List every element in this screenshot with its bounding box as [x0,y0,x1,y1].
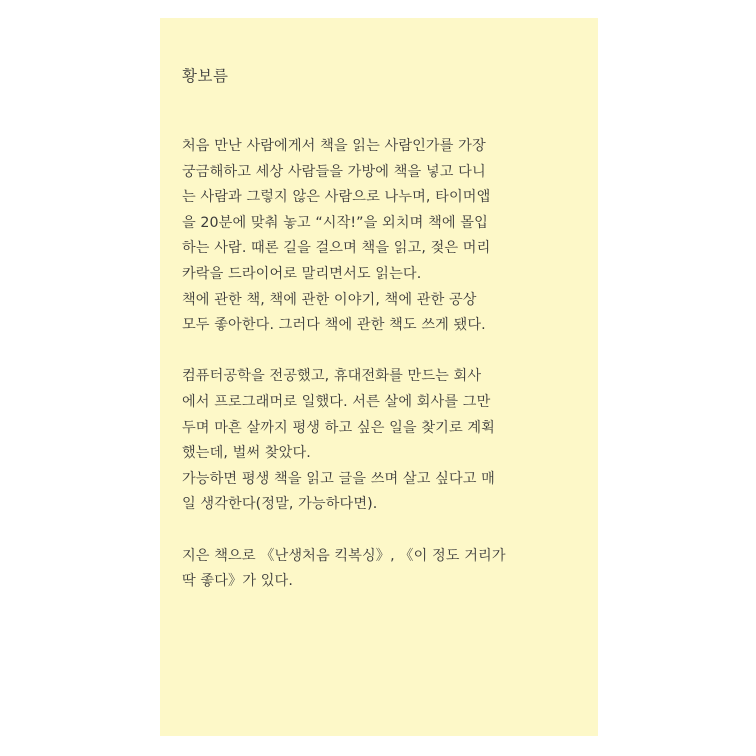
text-line: 일 생각한다(정말, 가능하다면). [182,496,378,513]
author-bio-card [160,18,598,736]
text-line: 을 20분에 맞춰 놓고 “시작!”을 외치며 책에 몰입 [182,214,488,231]
bio-paragraph-3 [182,544,582,595]
text-line: 책에 관한 책, 책에 관한 이야기, 책에 관한 공상 [182,291,477,308]
text-line: 두며 마흔 살까지 평생 하고 싶은 일을 찾기로 계획 [182,419,495,436]
text-line: 카락을 드라이어로 말리면서도 읽는다. [182,265,422,282]
paragraph-gap [182,339,582,365]
author-name: 황보름 [182,67,229,85]
text-line: 지은 책으로 《난생처음 킥복싱》, 《이 정도 거리가 [182,547,506,564]
text-line: 컴퓨터공학을 전공했고, 휴대전화를 만드는 회사 [182,368,482,385]
text-line: 가능하면 평생 책을 읽고 글을 쓰며 살고 싶다고 매 [182,470,495,487]
text-line: 에서 프로그래머로 일했다. 서른 살에 회사를 그만 [182,393,491,410]
text-line: 는 사람과 그렇지 않은 사람으로 나누며, 타이머앱 [182,189,491,206]
paragraph-gap [182,518,582,544]
text-line: 궁금해하고 세상 사람들을 가방에 책을 넣고 다니 [182,163,486,180]
text-line: 딱 좋다》가 있다. [182,573,293,590]
bio-paragraph-1 [182,134,582,339]
text-line: 처음 만난 사람에게서 책을 읽는 사람인가를 가장 [182,138,486,154]
bio-content [182,64,582,595]
text-line: 했는데, 벌써 찾았다. [182,445,311,462]
bio-paragraph-2 [182,364,582,518]
text-line: 하는 사람. 때론 길을 걸으며 책을 읽고, 젖은 머리 [182,240,491,257]
text-line: 모두 좋아한다. 그러다 책에 관한 책도 쓰게 됐다. [182,317,486,334]
